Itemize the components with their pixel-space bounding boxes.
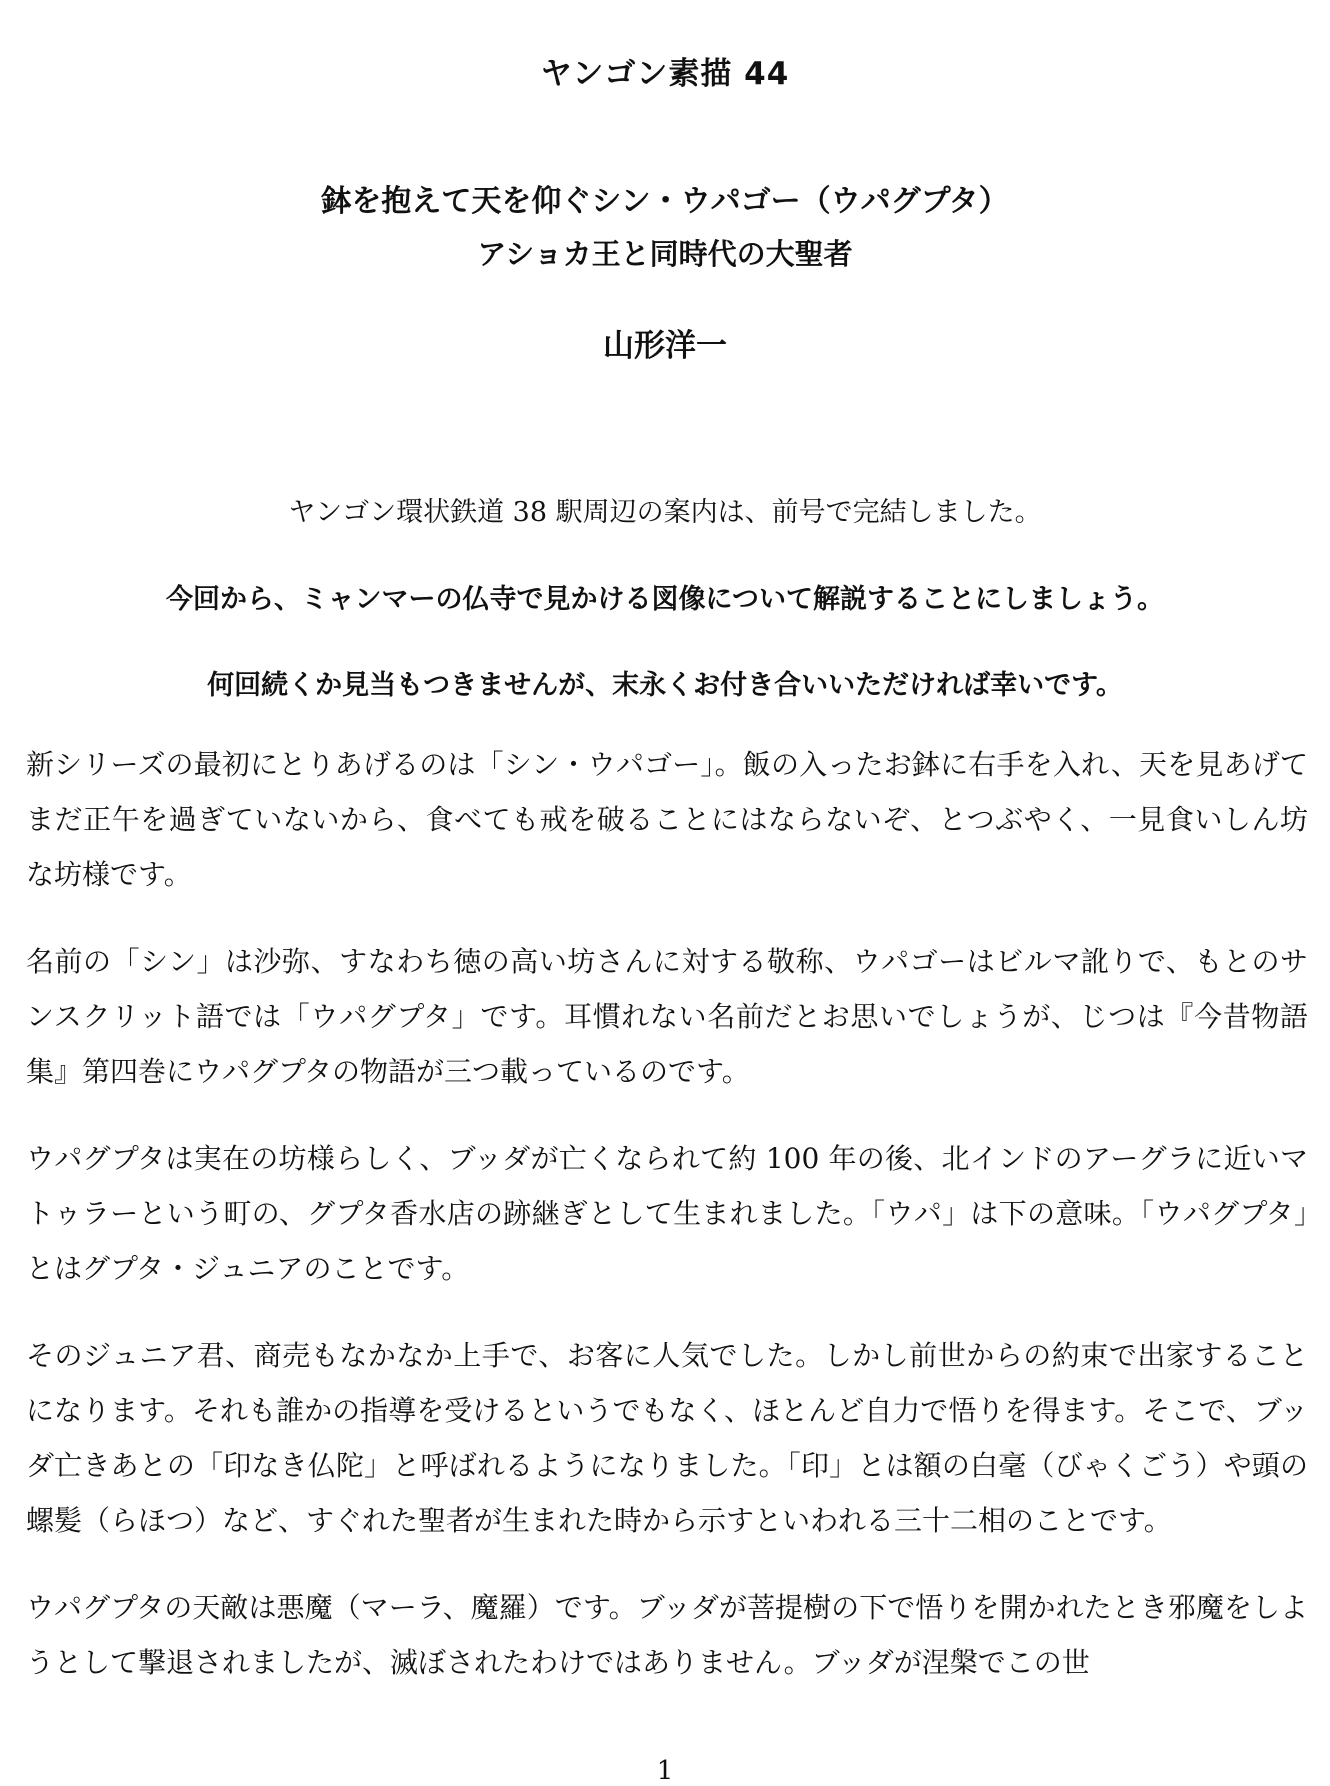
article-title: 鉢を抱えて天を仰ぐシン・ウパゴー（ウパグプタ） — [321, 184, 1009, 219]
body-paragraph: ウパグプタの天敵は悪魔（マーラ、魔羅）です。ブッダが菩提樹の下で悟りを開かれたとき邪魔をしようとして撃退されましたが、滅ぼされたわけではありません。ブッダが涅槃でこの世 — [26, 1591, 1308, 1679]
intro-line: 今回から、ミャンマーの仏寺で見かける図像について解説することにしましょう。 — [166, 584, 1164, 615]
body-paragraph: ウパグプタは実在の坊様らしく、ブッダが亡くなられて約 100 年の後、北インドのアーグラに近いマトゥラーという町の、グプタ香水店の跡継ぎとして生まれました。「ウパ」は下の意味。「ウパグプタ」とはグプタ・ジュニアのことです。 — [26, 1142, 1308, 1285]
body-paragraph: 名前の「シン」は沙弥、すなわち徳の高い坊さんに対する敬称、ウパゴーはビルマ訛りで、もとのサンスクリット語では「ウパグプタ」です。耳慣れない名前だとお思いでしょうが、じつは『今昔物語集』第四巻にウパグプタの物語が三つ載っているのです。 — [26, 945, 1308, 1088]
intro-line: 何回続くか見当もつきませんが、末永くお付き合いいただければ幸いです。 — [207, 670, 1123, 701]
article-subtitle: アショカ王と同時代の大聖者 — [477, 237, 853, 271]
body-paragraph: そのジュニア君、商売もなかなか上手で、お客に人気でした。しかし前世からの約束で出家することになります。それも誰かの指導を受けるというでもなく、ほとんど自力で悟りを得ます。そこで、ブッダ亡きあとの「印なき仏陀」と呼ばれるようになりました。「印」とは額の白毫（びゃくごう）や頭の螺髪（らほつ）など、すぐれた聖者が生まれた時から示すといわれる三十二相のことです。 — [26, 1339, 1308, 1537]
series-title: ヤンゴン素描 44 — [540, 56, 790, 92]
intro-line: ヤンゴン環状鉄道 38 駅周辺の案内は、前号で完結しました。 — [288, 497, 1042, 528]
article-body — [26, 737, 1308, 1722]
author-name: 山形洋一 — [603, 328, 727, 364]
body-paragraph: 新シリーズの最初にとりあげるのは「シン・ウパゴー」。飯の入ったお鉢に右手を入れ、天を見あげてまだ正午を過ぎていないから、食べても戒を破ることにはならないぞ、とつぶやく、一見食いしん坊な坊様です。 — [26, 748, 1308, 891]
page-number: 1 — [656, 1756, 674, 1786]
